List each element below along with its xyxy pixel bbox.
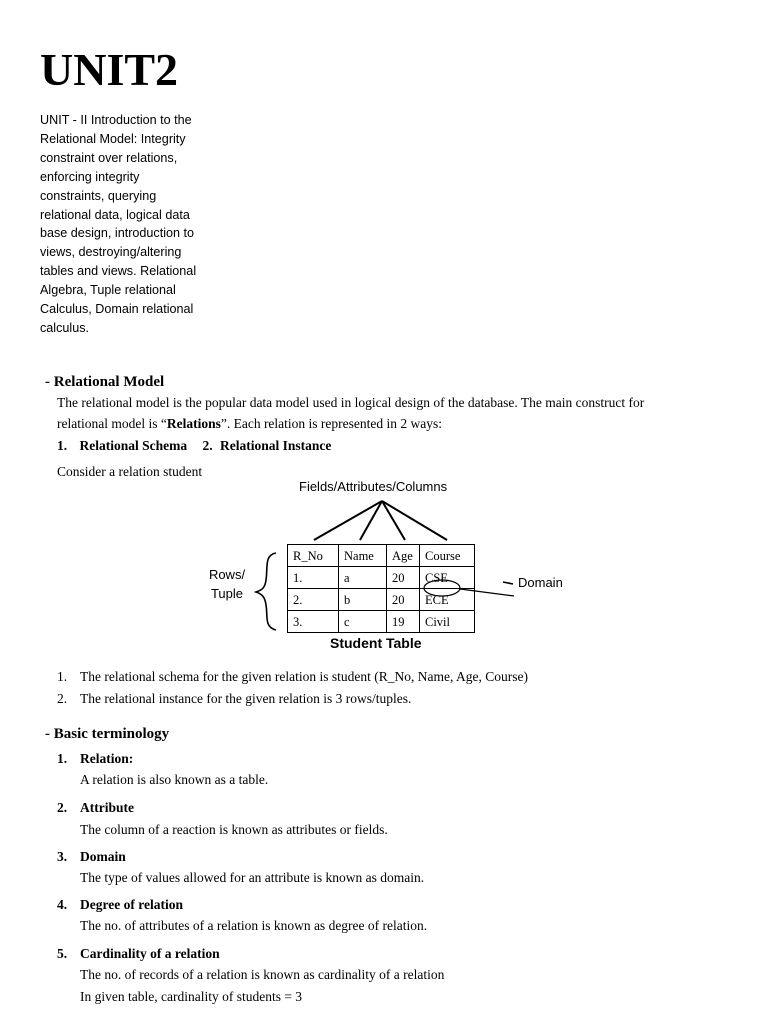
unit-intro-text: UNIT - II Introduction to the Relational Model: Integrity constraint over relations, enforcing integrity constraints, querying relational data, logical data base design, introduction to views, destroying/altering tables and views. Relational Algebra, Tuple relational Calculus, Domain relational calculus. [40, 113, 197, 335]
domain-label: Domain [518, 575, 563, 590]
table-cell: b [339, 589, 387, 611]
relational-model-para-line2: relational model is “Relations”. Each relation is represented in 2 ways: [57, 416, 443, 431]
table-cell: Civil [420, 611, 475, 633]
consider-text: Consider a relation student [57, 464, 203, 479]
table-cell: 1. [288, 567, 339, 589]
way-1-label: Relational Schema [79, 438, 188, 453]
page-title: UNIT2 [40, 44, 179, 95]
table-cell: 3. [288, 611, 339, 633]
table-cell: ECE [420, 589, 475, 611]
basic-terminology-heading: - Basic terminology [45, 726, 170, 742]
table-row [288, 589, 475, 611]
table-row [288, 611, 475, 633]
relations-term: Relations [166, 416, 221, 431]
way-2-label: Relational Instance [220, 438, 332, 453]
header-cell: R_No [288, 545, 339, 567]
table-cell: 2. [288, 589, 339, 611]
table-caption: Student Table [330, 635, 422, 651]
term-description: The type of values allowed for an attribute is known as domain. [80, 870, 425, 885]
rows-brace [256, 553, 276, 630]
table-cell: a [339, 567, 387, 589]
pointer-line-course [382, 501, 447, 540]
term-description: The no. of attributes of a relation is known as degree of relation. [80, 918, 428, 933]
term-description: The column of a reaction is known as attributes or fields. [80, 822, 388, 837]
term-title: 3. Domain [57, 849, 126, 864]
table-cell: CSE [420, 567, 475, 589]
term-title: 4. Degree of relation [57, 897, 183, 912]
term-title: 1. Relation: [57, 751, 134, 766]
table-cell: 20 [387, 589, 420, 611]
term-title: 5. Cardinality of a relation [57, 946, 220, 961]
way-2-num: 2. [202, 438, 213, 453]
term-description: The no. of records of a relation is known as cardinality of a relation [80, 967, 445, 982]
table-row [288, 567, 475, 589]
student-table-wrapper [287, 544, 475, 633]
way-1-num: 1. [57, 438, 68, 453]
rows-tuple-label: Rows/ Tuple [208, 567, 246, 601]
domain-dash [503, 582, 513, 584]
term-extra: In given table, cardinality of students = 3 [80, 989, 303, 1004]
term-title: 2. Attribute [57, 800, 134, 815]
header-cell: Name [339, 545, 387, 567]
table-cell: 20 [387, 567, 420, 589]
header-cell: Age [387, 545, 420, 567]
term-description: A relation is also known as a table. [80, 772, 269, 787]
relational-model-para-line1: The relational model is the popular data model used in logical design of the database. The main construct for [57, 395, 645, 410]
table-cell: 19 [387, 611, 420, 633]
student-table [287, 544, 475, 633]
list-item: 1. The relational schema for the given relation is student (R_No, Name, Age, Course) [57, 669, 528, 684]
header-cell: Course [420, 545, 475, 567]
relational-model-heading: - Relational Model [45, 374, 165, 390]
list-item: 2. The relational instance for the given relation is 3 rows/tuples. [57, 691, 412, 706]
table-header-row [288, 545, 475, 567]
fields-attributes-columns-label: Fields/Attributes/Columns [299, 479, 448, 494]
table-cell: c [339, 611, 387, 633]
